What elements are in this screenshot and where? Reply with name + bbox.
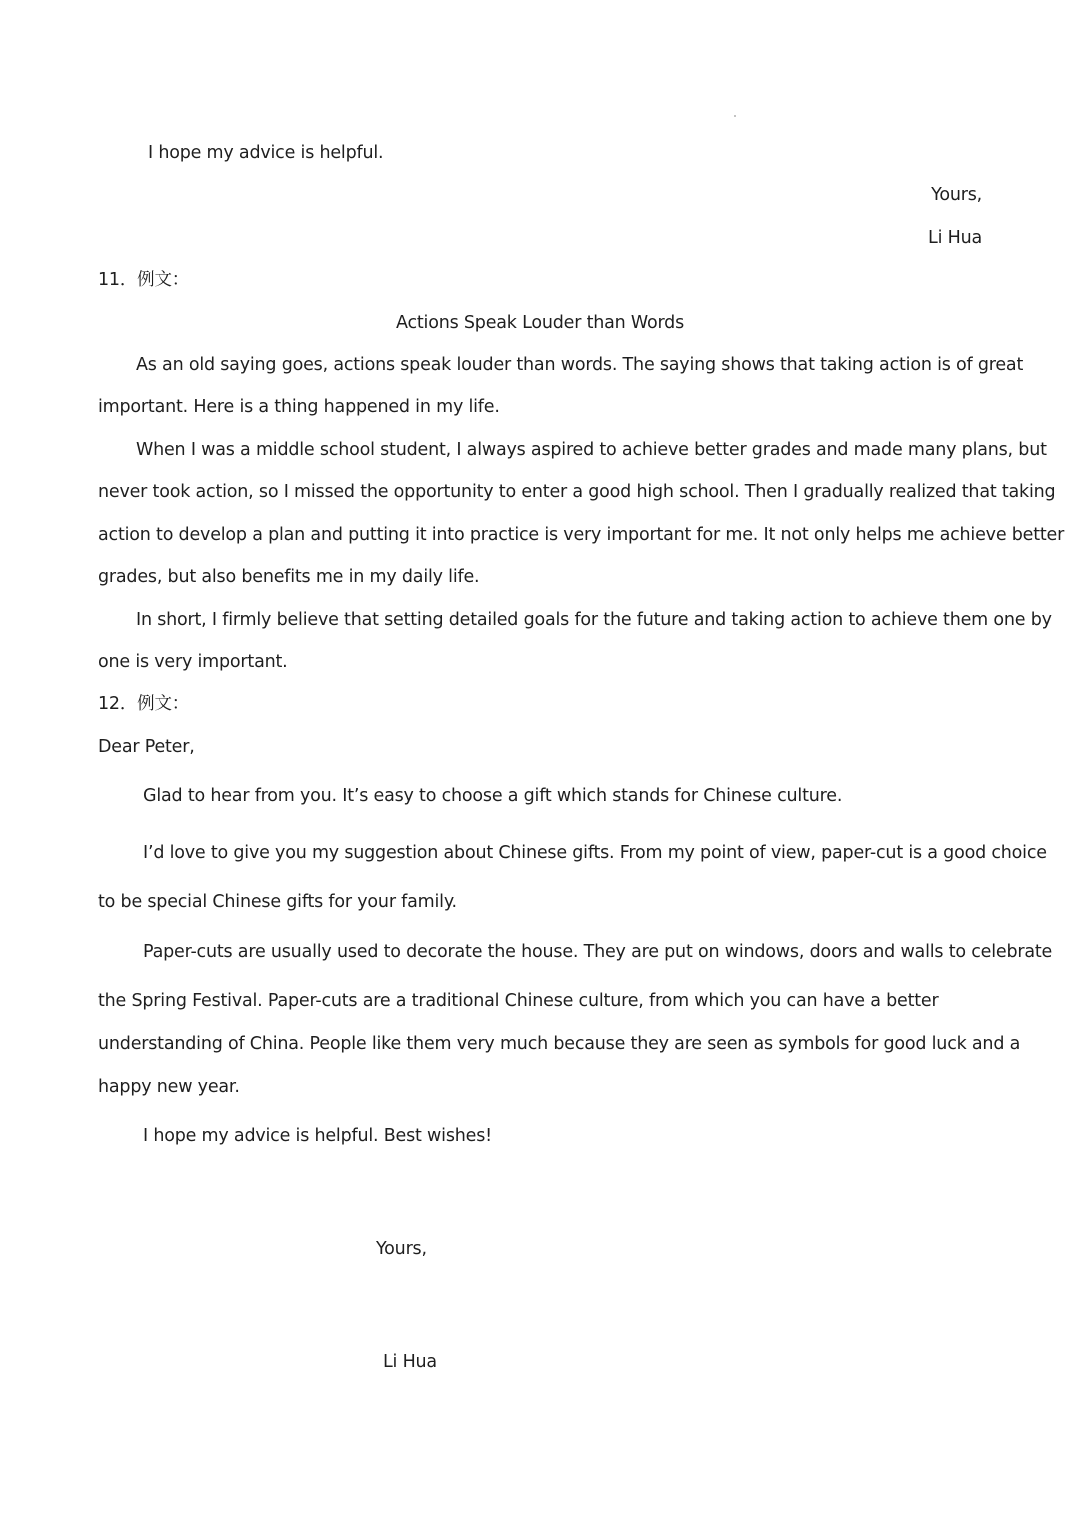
paragraph-line: grades, but also benefits me in my daily life. (98, 567, 480, 587)
paragraph-line: understanding of China. People like them very much because they are seen as symbols for good luck and a (98, 1034, 1021, 1054)
closing-yours: Yours, (376, 1239, 427, 1259)
paragraph-line: As an old saying goes, actions speak louder than words. The saying shows that taking action is of great (136, 355, 1024, 375)
paragraph-line: important. Here is a thing happened in my life. (98, 397, 500, 417)
item-number: 12．例文： (98, 694, 190, 714)
scan-speck (734, 115, 736, 117)
paragraph-line: In short, I firmly believe that setting detailed goals for the future and taking action to achieve them one by (136, 610, 1052, 630)
paragraph-line: Glad to hear from you. It’s easy to choose a gift which stands for Chinese culture. (143, 786, 843, 806)
item-number: 11．例文： (98, 270, 190, 290)
signature: Li Hua (928, 228, 982, 248)
greeting: Dear Peter, (98, 737, 195, 757)
paragraph-line: never took action, so I missed the opportunity to enter a good high school. Then I gradually realized that taking (98, 482, 1056, 502)
paragraph-line: Paper-cuts are usually used to decorate the house. They are put on windows, doors and walls to celebrate (143, 942, 1053, 962)
closing-yours: Yours, (931, 185, 982, 205)
paragraph-line: the Spring Festival. Paper-cuts are a traditional Chinese culture, from which you can have a better (98, 991, 939, 1011)
signature: Li Hua (383, 1352, 437, 1372)
essay-title: Actions Speak Louder than Words (396, 313, 684, 333)
paragraph-line: When I was a middle school student, I always aspired to achieve better grades and made many plans, but (136, 440, 1047, 460)
closing-sentence: I hope my advice is helpful. (148, 143, 384, 163)
paragraph-line: action to develop a plan and putting it into practice is very important for me. It not only helps me achieve better (98, 525, 1065, 545)
paragraph-line: one is very important. (98, 652, 288, 672)
paragraph-line: happy new year. (98, 1077, 240, 1097)
paragraph-line: to be special Chinese gifts for your family. (98, 892, 457, 912)
paragraph-line: I’d love to give you my suggestion about Chinese gifts. From my point of view, paper-cut is a good choice (143, 843, 1047, 863)
paragraph-line: I hope my advice is helpful. Best wishes! (143, 1126, 492, 1146)
